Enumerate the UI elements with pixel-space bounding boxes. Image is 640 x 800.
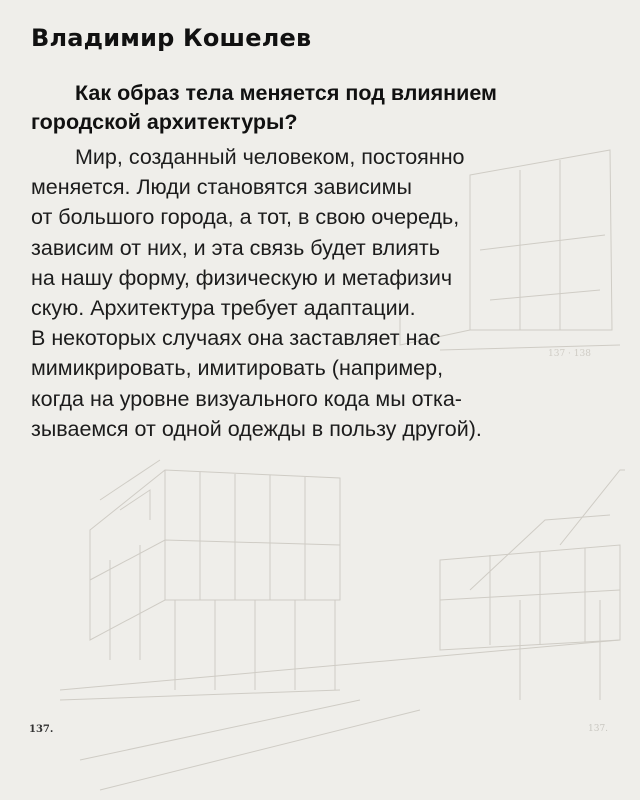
question-line: городской архитектуры? — [31, 110, 298, 134]
paragraph-line: В некоторых случаях она заставляет нас — [31, 326, 441, 351]
faint-figure-label: 137 · 138 — [548, 349, 591, 359]
paragraph-line: меняется. Люди становятся зависимы — [31, 175, 412, 200]
paragraph-line: на нашу форму, физическую и метафизич — [31, 265, 453, 290]
author-name: Владимир Кошелев — [31, 24, 312, 52]
page-number: 137. — [29, 724, 54, 735]
paragraph-line: когда на уровне визуального кода мы отка- — [31, 386, 462, 411]
paragraph-line: от большого города, а тот, в свою очередь, — [31, 205, 460, 230]
answer-paragraph — [31, 142, 631, 444]
question-heading — [31, 79, 631, 137]
paragraph-line: зависим от них, и эта связь будет влиять — [31, 235, 440, 260]
paragraph-line: Мир, созданный человеком, постоянно — [75, 145, 465, 169]
paragraph-line: зываемся от одной одежды в пользу другой). — [31, 416, 482, 441]
paragraph-line: скую. Архитектура требует адаптации. — [31, 296, 416, 321]
paragraph-line: мимикрировать, имитировать (например, — [31, 356, 444, 381]
question-line: Как образ тела меняется под влиянием — [75, 81, 497, 105]
faint-page-number: 137. — [588, 724, 609, 734]
